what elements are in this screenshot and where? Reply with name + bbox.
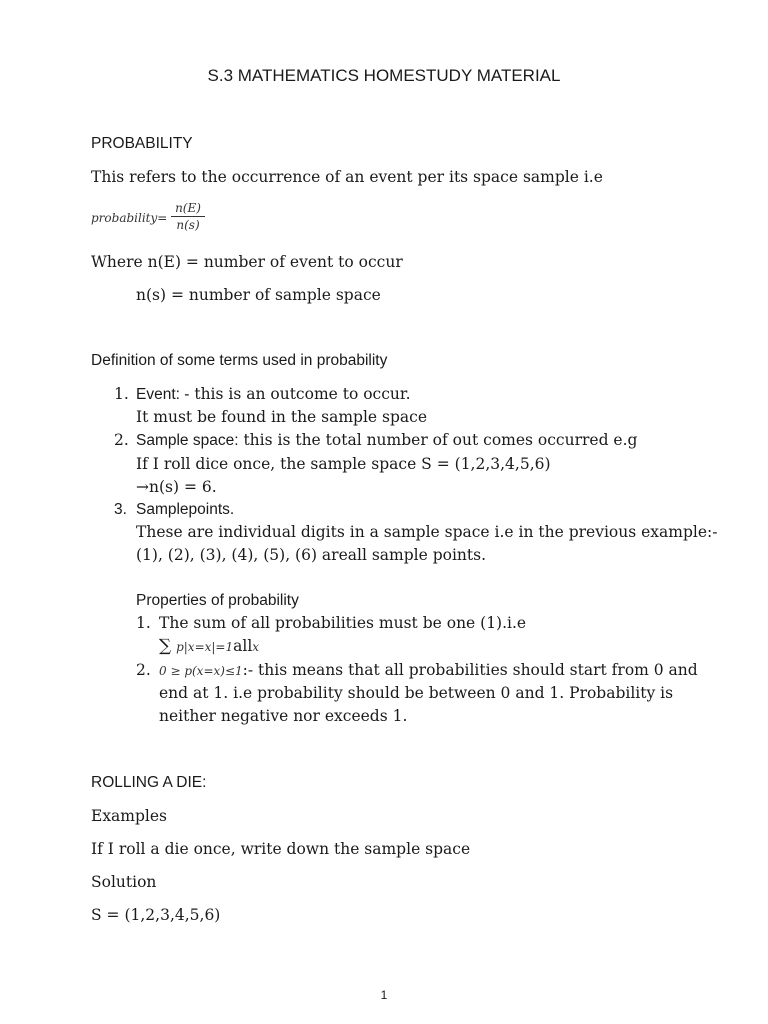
property-item-range [159, 660, 698, 681]
definition-line: If I roll dice once, the sample space S = (1,2,3,4,5,6) [136, 455, 551, 473]
example-question: If I roll a die once, write down the sample space [91, 840, 471, 858]
fraction-bar [171, 216, 205, 217]
definition-text: this is an outcome to occur. [189, 385, 411, 403]
property-line: end at 1. i.e probability should be between 0 and 1. Probability is [159, 684, 674, 702]
property-number: 1. [136, 614, 151, 632]
definition-number: 3. [114, 501, 127, 518]
fraction-numerator: n(E) [175, 201, 201, 215]
examples-label: Examples [91, 807, 168, 825]
probability-fraction [171, 201, 205, 232]
term-sample-space: Sample space: [136, 432, 239, 449]
rolling-heading: ROLLING A DIE: [91, 774, 207, 791]
property-text: :- this means that all probabilities should start from 0 and [242, 661, 698, 679]
where-line: Where n(E) = number of event to occur [91, 253, 403, 271]
definition-item-sample-space [136, 430, 637, 451]
definition-line: These are individual digits in a sample space i.e in the previous example:- [136, 523, 718, 541]
formula-lhs: probability= [91, 211, 168, 225]
definition-number: 1. [114, 385, 129, 403]
definition-number: 2. [114, 431, 129, 449]
definition-line: (1), (2), (3), (4), (5), (6) areall sample points. [136, 546, 487, 564]
definition-line: It must be found in the sample space [136, 408, 427, 426]
definition-text: this is the total number of out comes occurred e.g [238, 431, 638, 449]
sum-all: all [233, 637, 253, 655]
sum-x: x [252, 640, 260, 654]
term-samplepoints: Samplepoints. [136, 501, 235, 518]
property-text: The sum of all probabilities must be one (1).i.e [159, 614, 527, 632]
property-sum-math [159, 636, 259, 657]
range-math: 0 ≥ p(x=x)≤1 [159, 664, 243, 678]
definition-item-event [136, 384, 411, 405]
solution-answer: S = (1,2,3,4,5,6) [91, 906, 221, 924]
ns-line: n(s) = number of sample space [136, 286, 381, 304]
definition-line: →n(s) = 6. [136, 478, 217, 496]
properties-heading: Properties of probability [136, 592, 299, 609]
probability-intro: This refers to the occurrence of an event per its space sample i.e [91, 168, 603, 186]
page-title: S.3 MATHEMATICS HOMESTUDY MATERIAL [207, 66, 561, 85]
property-number: 2. [136, 661, 151, 679]
definitions-heading: Definition of some terms used in probability [91, 352, 388, 369]
page-number: 1 [380, 988, 388, 1002]
probability-heading: PROBABILITY [91, 135, 193, 152]
property-line: neither negative nor exceeds 1. [159, 707, 408, 725]
fraction-denominator: n(s) [176, 218, 200, 232]
sigma-symbol: ∑ [159, 636, 172, 656]
term-event: Event: - [136, 386, 190, 403]
solution-label: Solution [91, 873, 157, 891]
sum-expression: p|x=x|=1 [176, 640, 234, 654]
